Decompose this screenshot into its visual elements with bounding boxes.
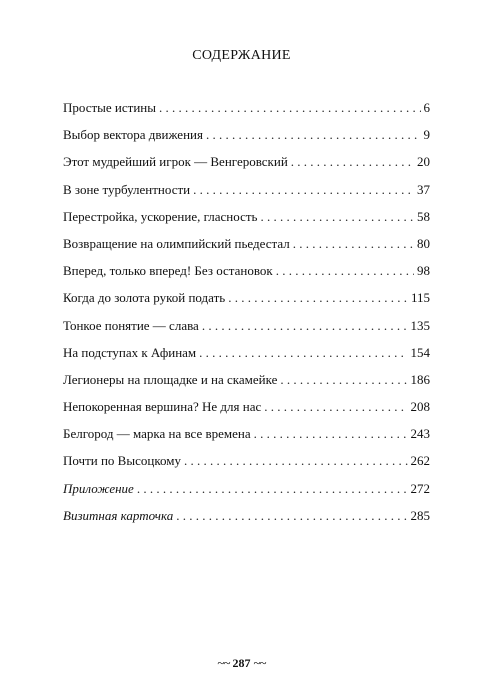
dot-leader bbox=[199, 345, 407, 361]
dot-leader bbox=[176, 508, 407, 524]
dot-leader bbox=[293, 236, 414, 252]
dot-leader bbox=[264, 399, 407, 415]
toc-entry-page: 37 bbox=[417, 181, 430, 197]
dot-leader bbox=[184, 453, 408, 469]
dot-leader bbox=[276, 263, 414, 279]
toc-entry-label: Визитная карточка bbox=[63, 507, 174, 523]
toc-entry-label: Почти по Высоцкому bbox=[63, 453, 181, 469]
toc-entry-page: 243 bbox=[410, 426, 430, 442]
toc-entry bbox=[63, 209, 430, 236]
toc-entry bbox=[63, 236, 430, 263]
dot-leader bbox=[291, 154, 414, 170]
page-title: СОДЕРЖАНИЕ bbox=[192, 48, 291, 63]
toc-entry-label: Этот мудрейший игрок — Венгеровский bbox=[63, 154, 288, 170]
toc-entry-page: 272 bbox=[410, 480, 430, 496]
toc-entry-page: 58 bbox=[417, 208, 430, 224]
toc-entry-label: В зоне турбулентности bbox=[63, 181, 191, 197]
dot-leader bbox=[254, 426, 408, 442]
toc-entry bbox=[63, 453, 430, 480]
toc-entry-label: Простые истины bbox=[63, 100, 156, 115]
toc-entry-label: Вперед, только вперед! Без остановок bbox=[63, 263, 273, 279]
toc-entry bbox=[63, 100, 430, 127]
toc-entry-label: На подступах к Афинам bbox=[63, 344, 197, 360]
toc-entry-label: Тонкое понятие — слава bbox=[63, 317, 199, 333]
dot-leader bbox=[193, 182, 414, 198]
page-number: 287 bbox=[232, 656, 251, 670]
dot-leader bbox=[280, 372, 407, 388]
toc-entry-page: 80 bbox=[417, 235, 430, 251]
toc-entry-page: 285 bbox=[410, 507, 430, 523]
right-tilde-ornament: ~~ bbox=[253, 655, 266, 670]
toc-entry bbox=[63, 372, 430, 399]
toc-entry-label: Белгород — марка на все времена bbox=[63, 426, 251, 442]
toc-entry-page: 154 bbox=[410, 344, 430, 360]
toc-entry-page: 262 bbox=[410, 453, 430, 469]
toc-entry-label: Легионеры на площадке и на скамейке bbox=[63, 371, 278, 387]
dot-leader bbox=[202, 318, 408, 334]
toc-entry-label: Непокоренная вершина? Не для нас bbox=[63, 399, 262, 415]
toc-entry-page: 208 bbox=[410, 399, 430, 415]
left-tilde-ornament: ~~ bbox=[217, 655, 230, 670]
toc-entry-page: 135 bbox=[410, 317, 430, 333]
toc-entry-label: Выбор вектора движения bbox=[63, 127, 203, 143]
toc-entry-page: 9 bbox=[423, 127, 430, 143]
dot-leader bbox=[228, 290, 408, 306]
toc-entry bbox=[63, 399, 430, 426]
toc-entry-page: 98 bbox=[417, 263, 430, 279]
toc-entry-page: 20 bbox=[417, 154, 430, 170]
toc-entry-page: 186 bbox=[410, 371, 430, 387]
toc-entry-label: Приложение bbox=[63, 480, 134, 496]
toc-entry-page: 6 bbox=[423, 100, 430, 115]
toc-entry bbox=[63, 154, 430, 181]
toc-entry bbox=[63, 345, 430, 372]
toc-entry-label: Перестройка, ускорение, гласность bbox=[63, 208, 258, 224]
dot-leader bbox=[137, 481, 408, 497]
dot-leader bbox=[260, 209, 414, 225]
dot-leader bbox=[206, 127, 421, 143]
dot-leader bbox=[159, 100, 421, 116]
toc-entry-appendix bbox=[63, 481, 430, 508]
table-of-contents bbox=[63, 100, 430, 535]
toc-entry-page: 115 bbox=[410, 290, 430, 306]
toc-entry bbox=[63, 426, 430, 453]
toc-entry-label: Возвращение на олимпийский пьедестал bbox=[63, 235, 290, 251]
toc-entry bbox=[63, 318, 430, 345]
toc-entry-business-card bbox=[63, 508, 430, 535]
toc-entry-label: Когда до золота рукой подать bbox=[63, 290, 226, 306]
page-footer bbox=[0, 655, 483, 671]
toc-entry bbox=[63, 290, 430, 317]
toc-entry bbox=[63, 127, 430, 154]
toc-entry bbox=[63, 182, 430, 209]
toc-entry bbox=[63, 263, 430, 290]
